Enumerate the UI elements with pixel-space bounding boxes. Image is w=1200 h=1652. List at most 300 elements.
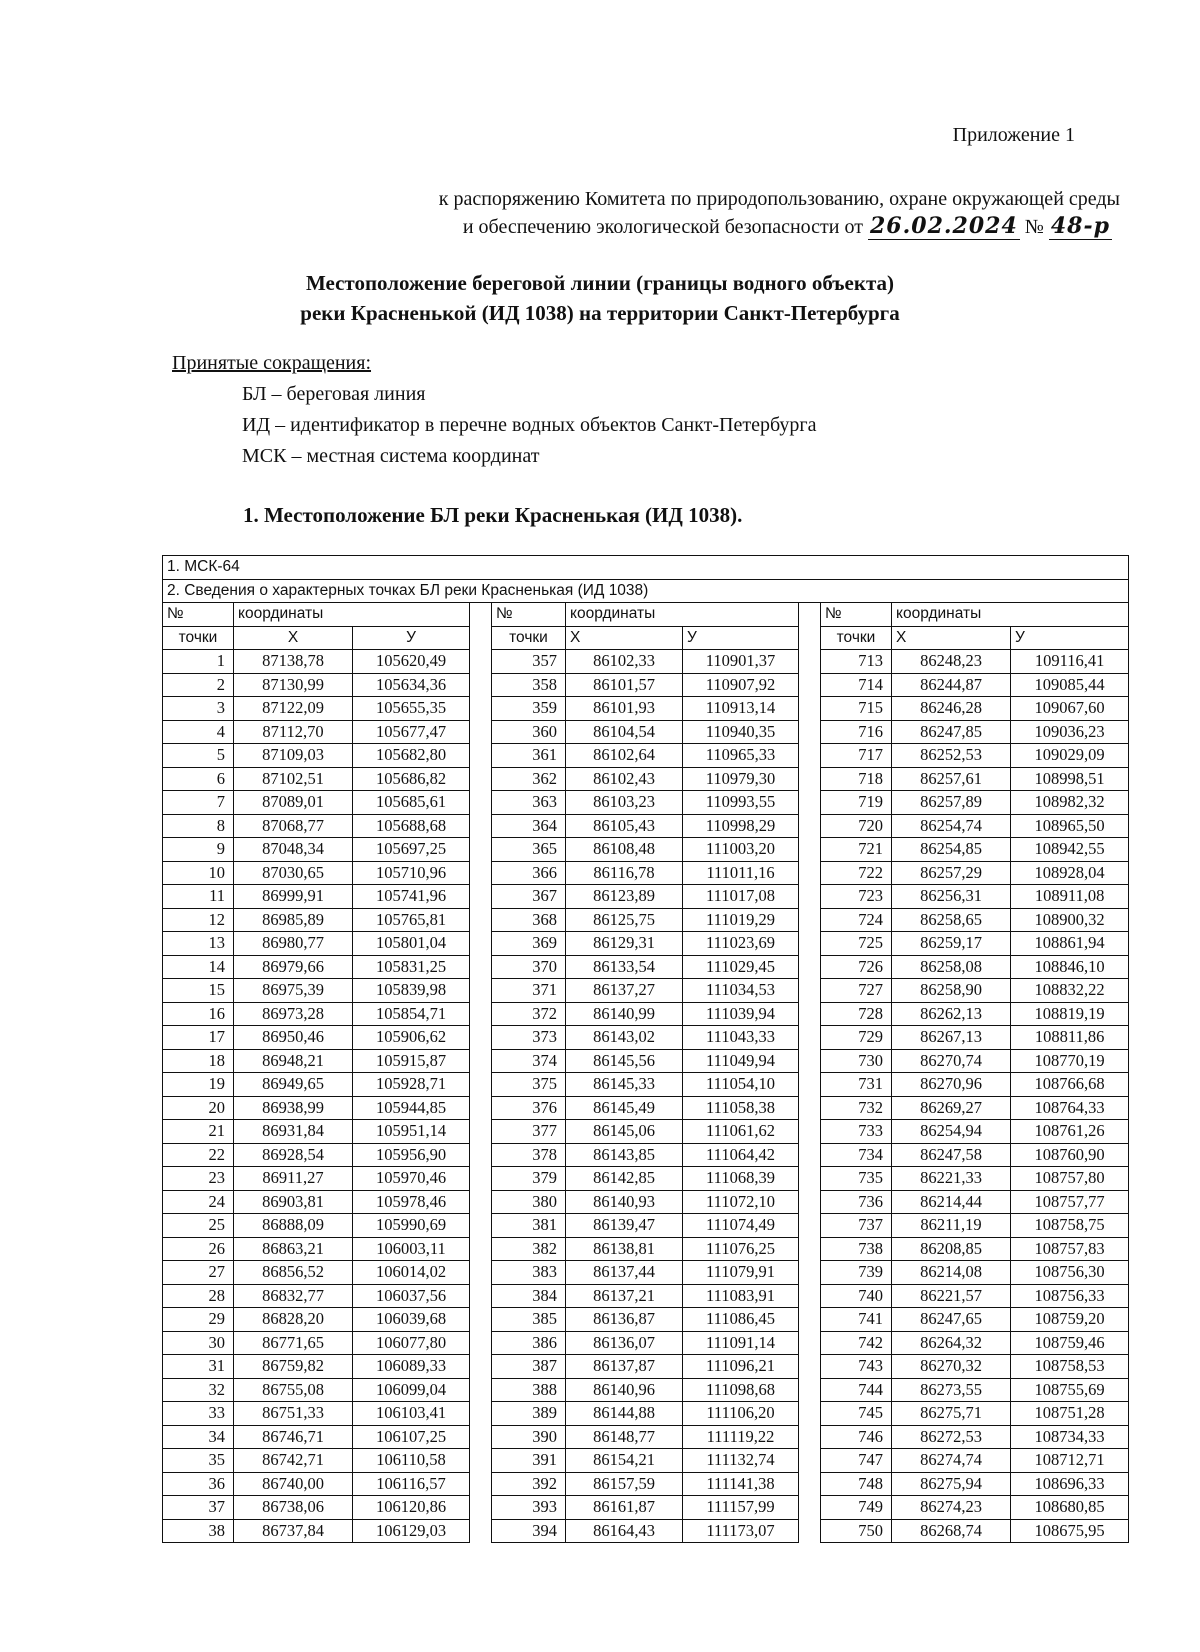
y-coordinate-cell: 105655,35 [353,697,470,721]
point-number-cell: 735 [821,1167,892,1191]
point-number-cell: 739 [821,1261,892,1285]
x-coordinate-cell: 86143,85 [566,1143,683,1167]
point-number-cell: 383 [492,1261,566,1285]
point-number-cell: 15 [163,979,234,1003]
x-coordinate-cell: 86999,91 [234,885,353,909]
x-coordinate-cell: 86142,85 [566,1167,683,1191]
point-number-cell: 719 [821,791,892,815]
x-coordinate-cell: 86252,53 [892,744,1011,768]
y-coordinate-cell: 108861,94 [1011,932,1129,956]
x-coordinate-cell: 86145,56 [566,1049,683,1073]
y-coordinate-cell: 105697,25 [353,838,470,862]
point-number-cell: 18 [163,1049,234,1073]
x-coordinate-cell: 86274,74 [892,1449,1011,1473]
point-number-cell: 28 [163,1284,234,1308]
point-number-cell: 743 [821,1355,892,1379]
x-coordinate-cell: 86164,43 [566,1519,683,1543]
abbreviation-item: ИД – идентификатор в перечне водных объектов Санкт-Петербурга [242,414,817,436]
point-number-cell: 747 [821,1449,892,1473]
y-coordinate-cell: 108756,30 [1011,1261,1129,1285]
x-coordinate-cell: 86101,57 [566,673,683,697]
point-number-cell: 36 [163,1472,234,1496]
point-number-cell: 30 [163,1331,234,1355]
point-number-cell: 23 [163,1167,234,1191]
abbreviation-item: БЛ – береговая линия [242,383,426,405]
abbreviations-heading: Принятые сокращения: [172,352,372,374]
x-coordinate-cell: 86104,54 [566,720,683,744]
x-coordinate-cell: 86136,07 [566,1331,683,1355]
point-number-cell: 722 [821,861,892,885]
x-coordinate-cell: 86154,21 [566,1449,683,1473]
header-no: № [492,603,566,627]
table-row [163,1120,1129,1144]
point-number-cell: 26 [163,1237,234,1261]
point-number-cell: 367 [492,885,566,909]
x-coordinate-cell: 86832,77 [234,1284,353,1308]
x-coordinate-cell: 86973,28 [234,1002,353,1026]
y-coordinate-cell: 111011,16 [683,861,799,885]
point-number-cell: 379 [492,1167,566,1191]
table-row [163,1096,1129,1120]
header-point: точки [821,626,892,650]
y-coordinate-cell: 108757,77 [1011,1190,1129,1214]
y-coordinate-cell: 108811,86 [1011,1026,1129,1050]
x-coordinate-cell: 86738,06 [234,1496,353,1520]
y-coordinate-cell: 108832,22 [1011,979,1129,1003]
point-number-cell: 363 [492,791,566,815]
table-row [163,1237,1129,1261]
x-coordinate-cell: 86140,96 [566,1378,683,1402]
point-number-cell: 373 [492,1026,566,1050]
point-number-cell: 25 [163,1214,234,1238]
x-coordinate-cell: 86116,78 [566,861,683,885]
y-coordinate-cell: 108764,33 [1011,1096,1129,1120]
point-number-cell: 726 [821,955,892,979]
point-number-cell: 715 [821,697,892,721]
x-coordinate-cell: 86157,59 [566,1472,683,1496]
x-coordinate-cell: 86145,06 [566,1120,683,1144]
y-coordinate-cell: 110965,33 [683,744,799,768]
point-number-cell: 381 [492,1214,566,1238]
order-reference-line2 [280,213,1120,241]
table-row [163,791,1129,815]
point-number-cell: 731 [821,1073,892,1097]
y-coordinate-cell: 108759,20 [1011,1308,1129,1332]
x-coordinate-cell: 86136,87 [566,1308,683,1332]
header-point: точки [492,626,566,650]
y-coordinate-cell: 108734,33 [1011,1425,1129,1449]
point-number-cell: 359 [492,697,566,721]
x-coordinate-cell: 86759,82 [234,1355,353,1379]
x-coordinate-cell: 86938,99 [234,1096,353,1120]
y-coordinate-cell: 111083,91 [683,1284,799,1308]
y-coordinate-cell: 108942,55 [1011,838,1129,862]
point-number-cell: 393 [492,1496,566,1520]
y-coordinate-cell: 105686,82 [353,767,470,791]
point-number-cell: 724 [821,908,892,932]
point-number-cell: 7 [163,791,234,815]
x-coordinate-cell: 86950,46 [234,1026,353,1050]
y-coordinate-cell: 108900,32 [1011,908,1129,932]
y-coordinate-cell: 106089,33 [353,1355,470,1379]
x-coordinate-cell: 86208,85 [892,1237,1011,1261]
point-number-cell: 8 [163,814,234,838]
y-coordinate-cell: 108911,08 [1011,885,1129,909]
y-coordinate-cell: 111132,74 [683,1449,799,1473]
y-coordinate-cell: 111029,45 [683,955,799,979]
y-coordinate-cell: 106107,25 [353,1425,470,1449]
title-line1: Местоположение береговой линии (границы водного объекта) [305,271,895,295]
y-coordinate-cell: 110913,14 [683,697,799,721]
x-coordinate-cell: 86148,77 [566,1425,683,1449]
x-coordinate-cell: 86270,74 [892,1049,1011,1073]
x-coordinate-cell: 86138,81 [566,1237,683,1261]
header-y: У [683,626,799,650]
x-coordinate-cell: 87089,01 [234,791,353,815]
x-coordinate-cell: 86755,08 [234,1378,353,1402]
y-coordinate-cell: 105951,14 [353,1120,470,1144]
x-coordinate-cell: 87109,03 [234,744,353,768]
point-number-cell: 717 [821,744,892,768]
y-coordinate-cell: 105801,04 [353,932,470,956]
point-number-cell: 34 [163,1425,234,1449]
coordinates-table-body [163,556,1129,1543]
y-coordinate-cell: 108759,46 [1011,1331,1129,1355]
point-number-cell: 17 [163,1026,234,1050]
point-number-cell: 14 [163,955,234,979]
x-coordinate-cell: 86214,44 [892,1190,1011,1214]
point-number-cell: 377 [492,1120,566,1144]
y-coordinate-cell: 106110,58 [353,1449,470,1473]
y-coordinate-cell: 108675,95 [1011,1519,1129,1543]
y-coordinate-cell: 109116,41 [1011,650,1129,674]
point-number-cell: 370 [492,955,566,979]
point-number-cell: 727 [821,979,892,1003]
x-coordinate-cell: 86133,54 [566,955,683,979]
y-coordinate-cell: 105677,47 [353,720,470,744]
point-number-cell: 733 [821,1120,892,1144]
x-coordinate-cell: 86274,23 [892,1496,1011,1520]
y-coordinate-cell: 108770,19 [1011,1049,1129,1073]
table-row [163,1496,1129,1520]
x-coordinate-cell: 86258,08 [892,955,1011,979]
table-row [163,1214,1129,1238]
y-coordinate-cell: 108696,33 [1011,1472,1129,1496]
point-number-cell: 366 [492,861,566,885]
x-coordinate-cell: 86123,89 [566,885,683,909]
point-number-cell: 728 [821,1002,892,1026]
x-coordinate-cell: 86980,77 [234,932,353,956]
point-number-cell: 360 [492,720,566,744]
table-row [163,767,1129,791]
y-coordinate-cell: 108846,10 [1011,955,1129,979]
point-number-cell: 720 [821,814,892,838]
point-number-cell: 384 [492,1284,566,1308]
table-caption-cell: 2. Сведения о характерных точках БЛ реки Красненькая (ИД 1038) [163,579,1129,603]
x-coordinate-cell: 86737,84 [234,1519,353,1543]
y-coordinate-cell: 111072,10 [683,1190,799,1214]
point-number-cell: 362 [492,767,566,791]
x-coordinate-cell: 86985,89 [234,908,353,932]
x-coordinate-cell: 86137,44 [566,1261,683,1285]
y-coordinate-cell: 106116,57 [353,1472,470,1496]
point-number-cell: 24 [163,1190,234,1214]
point-number-cell: 738 [821,1237,892,1261]
order-reference [280,186,1120,241]
x-coordinate-cell: 86246,28 [892,697,1011,721]
y-coordinate-cell: 108998,51 [1011,767,1129,791]
x-coordinate-cell: 86828,20 [234,1308,353,1332]
coordinates-table [162,555,1129,1543]
y-coordinate-cell: 111023,69 [683,932,799,956]
point-number-cell: 745 [821,1402,892,1426]
order-date: 26.02.2024 [869,213,1018,239]
x-coordinate-cell: 86247,65 [892,1308,1011,1332]
y-coordinate-cell: 110979,30 [683,767,799,791]
table-row [163,814,1129,838]
point-number-cell: 38 [163,1519,234,1543]
y-coordinate-cell: 110993,55 [683,791,799,815]
y-coordinate-cell: 108680,85 [1011,1496,1129,1520]
y-coordinate-cell: 108756,33 [1011,1284,1129,1308]
y-coordinate-cell: 110901,37 [683,650,799,674]
y-coordinate-cell: 105978,46 [353,1190,470,1214]
x-coordinate-cell: 86137,21 [566,1284,683,1308]
y-coordinate-cell: 106014,02 [353,1261,470,1285]
y-coordinate-cell: 105944,85 [353,1096,470,1120]
y-coordinate-cell: 108712,71 [1011,1449,1129,1473]
point-number-cell: 723 [821,885,892,909]
y-coordinate-cell: 108757,83 [1011,1237,1129,1261]
y-coordinate-cell: 111061,62 [683,1120,799,1144]
y-coordinate-cell: 111091,14 [683,1331,799,1355]
point-number-cell: 29 [163,1308,234,1332]
x-coordinate-cell: 86137,87 [566,1355,683,1379]
x-coordinate-cell: 86259,17 [892,932,1011,956]
x-coordinate-cell: 86247,85 [892,720,1011,744]
table-row [163,744,1129,768]
x-coordinate-cell: 86746,71 [234,1425,353,1449]
point-number-cell: 365 [492,838,566,862]
point-number-cell: 378 [492,1143,566,1167]
y-coordinate-cell: 105906,62 [353,1026,470,1050]
table-row [163,932,1129,956]
table-row [163,1167,1129,1191]
y-coordinate-cell: 108755,69 [1011,1378,1129,1402]
y-coordinate-cell: 111049,94 [683,1049,799,1073]
x-coordinate-cell: 86137,27 [566,979,683,1003]
y-coordinate-cell: 108965,50 [1011,814,1129,838]
table-row [163,697,1129,721]
point-number-cell: 31 [163,1355,234,1379]
y-coordinate-cell: 111068,39 [683,1167,799,1191]
header-coords: координаты [892,603,1129,627]
x-coordinate-cell: 86888,09 [234,1214,353,1238]
table-row [163,1261,1129,1285]
y-coordinate-cell: 106129,03 [353,1519,470,1543]
point-number-cell: 749 [821,1496,892,1520]
x-coordinate-cell: 86264,32 [892,1331,1011,1355]
x-coordinate-cell: 86102,33 [566,650,683,674]
x-coordinate-cell: 86903,81 [234,1190,353,1214]
point-number-cell: 388 [492,1378,566,1402]
point-number-cell: 387 [492,1355,566,1379]
x-coordinate-cell: 86102,43 [566,767,683,791]
x-coordinate-cell: 86975,39 [234,979,353,1003]
point-number-cell: 734 [821,1143,892,1167]
header-y: У [1011,626,1129,650]
y-coordinate-cell: 105970,46 [353,1167,470,1191]
x-coordinate-cell: 86108,48 [566,838,683,862]
x-coordinate-cell: 86140,93 [566,1190,683,1214]
order-reference-line1: к распоряжению Комитета по природопользованию, охране окружающей среды [438,188,1120,210]
y-coordinate-cell: 105854,71 [353,1002,470,1026]
y-coordinate-cell: 108761,26 [1011,1120,1129,1144]
y-coordinate-cell: 111141,38 [683,1472,799,1496]
point-number-cell: 391 [492,1449,566,1473]
x-coordinate-cell: 86270,32 [892,1355,1011,1379]
header-point: точки [163,626,234,650]
point-number-cell: 389 [492,1402,566,1426]
table-header-row-1 [163,603,1129,627]
point-number-cell: 13 [163,932,234,956]
y-coordinate-cell: 111064,42 [683,1143,799,1167]
x-coordinate-cell: 86262,13 [892,1002,1011,1026]
point-number-cell: 372 [492,1002,566,1026]
x-coordinate-cell: 87112,70 [234,720,353,744]
point-number-cell: 718 [821,767,892,791]
table-row [163,1519,1129,1543]
x-coordinate-cell: 86856,52 [234,1261,353,1285]
point-number-cell: 732 [821,1096,892,1120]
point-number-cell: 35 [163,1449,234,1473]
x-coordinate-cell: 86103,23 [566,791,683,815]
x-coordinate-cell: 87068,77 [234,814,353,838]
x-coordinate-cell: 86273,55 [892,1378,1011,1402]
table-row-system [163,556,1129,580]
point-number-cell: 750 [821,1519,892,1543]
y-coordinate-cell: 105741,96 [353,885,470,909]
point-number-cell: 737 [821,1214,892,1238]
table-row [163,1026,1129,1050]
table-header-row-2 [163,626,1129,650]
x-coordinate-cell: 86771,65 [234,1331,353,1355]
table-row [163,1308,1129,1332]
table-row [163,955,1129,979]
x-coordinate-cell: 86257,89 [892,791,1011,815]
point-number-cell: 740 [821,1284,892,1308]
y-coordinate-cell: 110940,35 [683,720,799,744]
table-row [163,1073,1129,1097]
table-row [163,838,1129,862]
x-coordinate-cell: 86272,53 [892,1425,1011,1449]
x-coordinate-cell: 86258,65 [892,908,1011,932]
y-coordinate-cell: 109036,23 [1011,720,1129,744]
y-coordinate-cell: 111019,29 [683,908,799,932]
x-coordinate-cell: 86979,66 [234,955,353,979]
x-coordinate-cell: 86101,93 [566,697,683,721]
y-coordinate-cell: 105688,68 [353,814,470,838]
point-number-cell: 357 [492,650,566,674]
point-number-cell: 16 [163,1002,234,1026]
x-coordinate-cell: 86949,65 [234,1073,353,1097]
x-coordinate-cell: 86742,71 [234,1449,353,1473]
y-coordinate-cell: 106099,04 [353,1378,470,1402]
table-row [163,979,1129,1003]
y-coordinate-cell: 111039,94 [683,1002,799,1026]
x-coordinate-cell: 86740,00 [234,1472,353,1496]
y-coordinate-cell: 111076,25 [683,1237,799,1261]
x-coordinate-cell: 86144,88 [566,1402,683,1426]
x-coordinate-cell: 87102,51 [234,767,353,791]
point-number-cell: 374 [492,1049,566,1073]
point-number-cell: 22 [163,1143,234,1167]
y-coordinate-cell: 105765,81 [353,908,470,932]
y-coordinate-cell: 108819,19 [1011,1002,1129,1026]
appendix-label: Приложение 1 [952,124,1075,146]
point-number-cell: 390 [492,1425,566,1449]
y-coordinate-cell: 105928,71 [353,1073,470,1097]
x-coordinate-cell: 86211,19 [892,1214,1011,1238]
coordinate-system-cell: 1. МСК-64 [163,556,1129,580]
point-number-cell: 358 [492,673,566,697]
section-title: 1. Местоположение БЛ реки Красненькая (ИД 1038). [243,503,743,527]
point-number-cell: 1 [163,650,234,674]
order-reference-prefix: и обеспечению экологической безопасности от [462,216,863,238]
x-coordinate-cell: 87138,78 [234,650,353,674]
point-number-cell: 32 [163,1378,234,1402]
y-coordinate-cell: 111058,38 [683,1096,799,1120]
table-row [163,1425,1129,1449]
x-coordinate-cell: 86911,27 [234,1167,353,1191]
y-coordinate-cell: 105831,25 [353,955,470,979]
document-title [0,268,1200,328]
x-coordinate-cell: 86102,64 [566,744,683,768]
point-number-cell: 385 [492,1308,566,1332]
x-coordinate-cell: 87048,34 [234,838,353,862]
table-row [163,1049,1129,1073]
header-x: X [234,626,353,650]
x-coordinate-cell: 86258,90 [892,979,1011,1003]
table-row [163,720,1129,744]
x-coordinate-cell: 86270,96 [892,1073,1011,1097]
point-number-cell: 714 [821,673,892,697]
x-coordinate-cell: 86145,49 [566,1096,683,1120]
header-x: X [566,626,683,650]
y-coordinate-cell: 105685,61 [353,791,470,815]
x-coordinate-cell: 86257,61 [892,767,1011,791]
point-number-cell: 371 [492,979,566,1003]
x-coordinate-cell: 86254,94 [892,1120,1011,1144]
x-coordinate-cell: 86256,31 [892,885,1011,909]
y-coordinate-cell: 105839,98 [353,979,470,1003]
x-coordinate-cell: 86275,71 [892,1402,1011,1426]
table-row [163,908,1129,932]
x-coordinate-cell: 86248,23 [892,650,1011,674]
point-number-cell: 376 [492,1096,566,1120]
x-coordinate-cell: 86221,33 [892,1167,1011,1191]
number-sign: № [1024,216,1044,238]
table-row [163,650,1129,674]
point-number-cell: 729 [821,1026,892,1050]
table-row [163,1190,1129,1214]
y-coordinate-cell: 106037,56 [353,1284,470,1308]
x-coordinate-cell: 87122,09 [234,697,353,721]
y-coordinate-cell: 111074,49 [683,1214,799,1238]
title-line2: реки Красненькой (ИД 1038) на территории Санкт-Петербурга [300,301,900,325]
point-number-cell: 27 [163,1261,234,1285]
y-coordinate-cell: 111098,68 [683,1378,799,1402]
